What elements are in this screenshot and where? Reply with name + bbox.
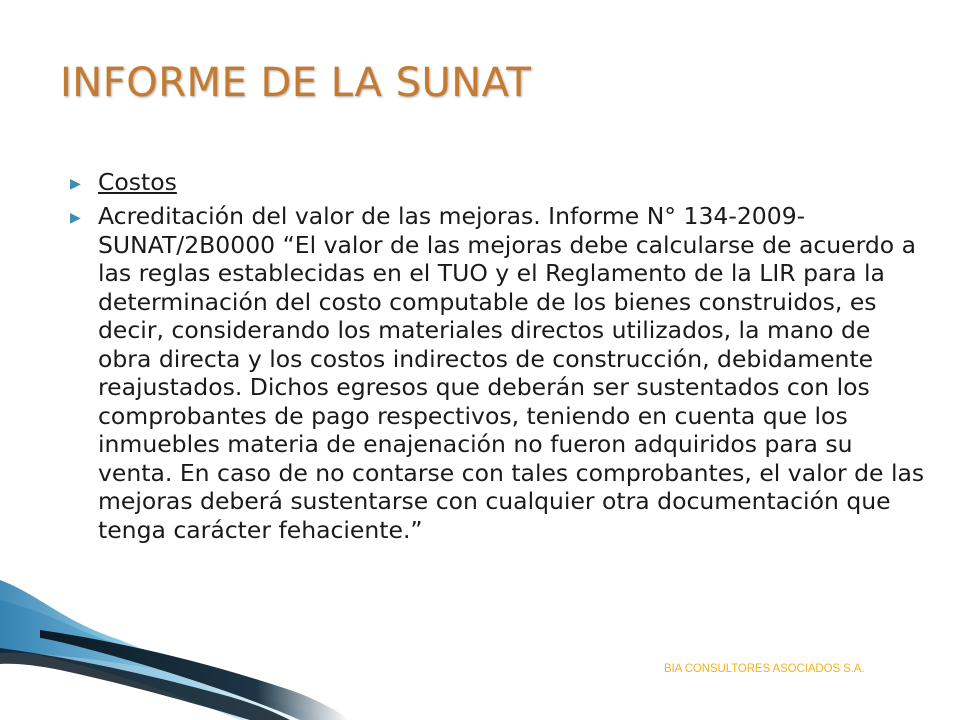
- report-reference: Informe N° 134-2009-SUNAT/2B0000: [98, 202, 806, 259]
- list-item: [70, 202, 930, 544]
- bullet-text-paragraph: [98, 202, 930, 544]
- bullet-list: [70, 168, 930, 548]
- footer-company-name: BIA CONSULTORES ASOCIADOS S.A.: [664, 663, 865, 675]
- slide-title: INFORME DE LA SUNAT: [60, 60, 532, 106]
- paragraph-quote: “El valor de las mejoras debe calcularse de acuerdo a las reglas establecidas en el TUO y el Reglamento de la LIR para la determinación del costo computable de los bienes construidos, es decir, considerando los materiales directos utilizados, la mano de obra directa y los costos indirectos de construcción, debidamente reajustados. Dichos egresos que deberán ser sustentados con los comprobantes de pago respectivos, teniendo en cuenta que los inmuebles materia de enajenación no fueron adquiridos para su venta. En caso de no contarse con tales comprobantes, el valor de las mejoras deberá sustentarse con cualquier otra documentación que tenga carácter fehaciente.”: [98, 230, 925, 544]
- triangle-right-icon: ▶: [70, 176, 81, 192]
- triangle-right-icon: ▶: [70, 210, 81, 226]
- list-item: [70, 168, 930, 198]
- paragraph-intro: Acreditación del valor de las mejoras.: [98, 202, 549, 230]
- bullet-text-costos: Costos: [98, 168, 177, 196]
- decorative-wave-graphic: [0, 560, 960, 720]
